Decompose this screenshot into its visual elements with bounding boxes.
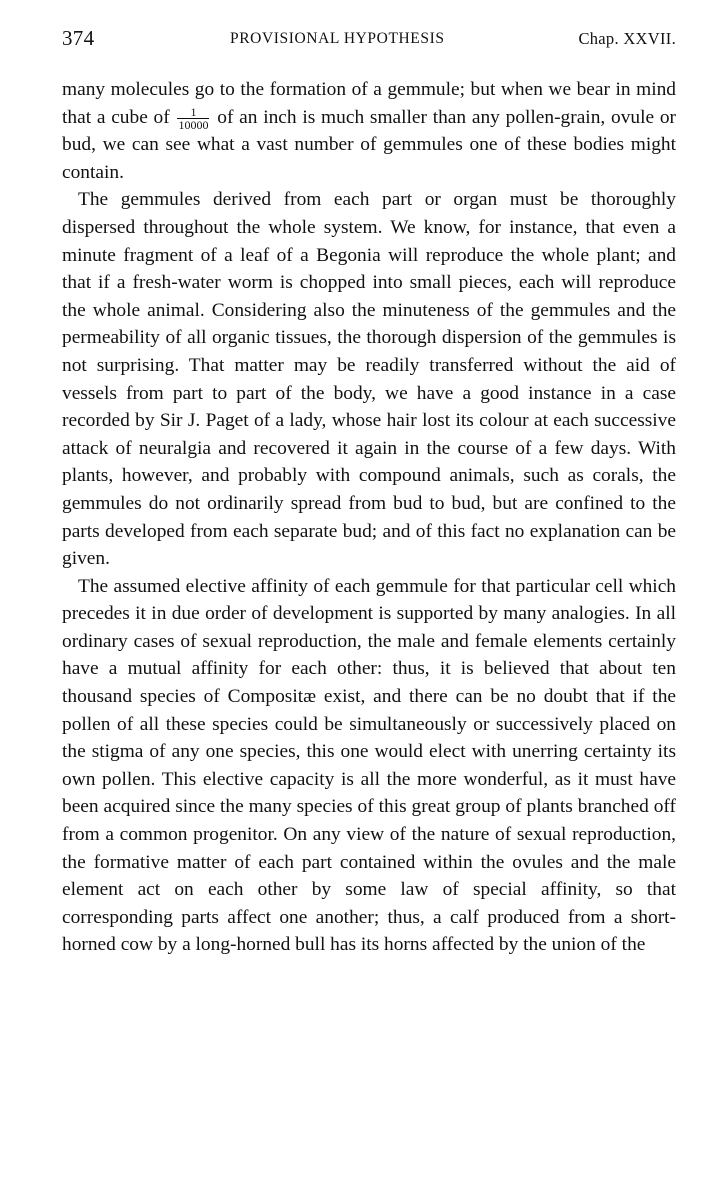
- fraction-one-ten-thousandth: [177, 106, 209, 131]
- body-text: [62, 76, 676, 959]
- paragraph-2: The gemmules derived from each part or organ must be thoroughly dispersed throughout the whole system. We know, for instance, that even a minute fragment of a leaf of a Begonia will reproduce the whole plant; and that if a fresh-water worm is chopped into small pieces, each will reproduce the whole animal. Considering also the minuteness of the gemmules and the permeability of all organic tissues, the thorough dispersion of the gemmules is not surprising. That matter may be readily transferred without the aid of vessels from part to part of the body, we have a good instance in a case recorded by Sir J. Paget of a lady, whose hair lost its colour at each successive attack of neuralgia and recovered it again in the course of a few days. With plants, however, and probably with compound animals, such as corals, the gemmules do not ordinarily spread from bud to bud, but are confined to the parts developed from each separate bud; and of this fact no explanation can be given.: [62, 189, 676, 570]
- running-head: [62, 26, 676, 62]
- chapter-reference: Chap. XXVII.: [578, 29, 676, 48]
- running-title: PROVISIONAL HYPOTHESIS: [230, 30, 445, 47]
- paragraph-3: The assumed elective affinity of each gemmule for that particular cell which precedes it in due order of development is supported by many analogies. In all ordinary cases of sexual reproduction, the male and female elements certainly have a mutual affinity for each other: thus, it is believed that about ten thousand species of Compositæ exist, and there can be no doubt that if the pollen of all these species could be simultaneously or successively placed on the stigma of any one species, this one would elect with unerring certainty its own pollen. This elective capacity is all the more wonderful, as it must have been acquired since the many species of this great group of plants branched off from a common progenitor. On any view of the nature of sexual reproduction, the formative matter of each part contained within the ovules and the male element act on each other by some law of special affinity, so that corresponding parts affect one another; thus, a calf produced from a short-horned cow by a long-horned bull has its horns affected by the union of the: [62, 575, 676, 956]
- book-page: [62, 26, 676, 959]
- paragraph-1: [62, 76, 676, 186]
- page-number: 374: [62, 26, 95, 50]
- fraction-denominator: 10000: [178, 117, 209, 132]
- paragraph-1-start: many molecules go to the formation of a gemmule; but when we bear in mind that a cube of: [62, 79, 676, 128]
- paragraph-1-end: of an inch is much smaller than any pollen-grain, ovule or bud, we can see what a vast number of gemmules one of these bodies might contain.: [62, 106, 676, 183]
- fraction-numerator: 1: [177, 106, 209, 119]
